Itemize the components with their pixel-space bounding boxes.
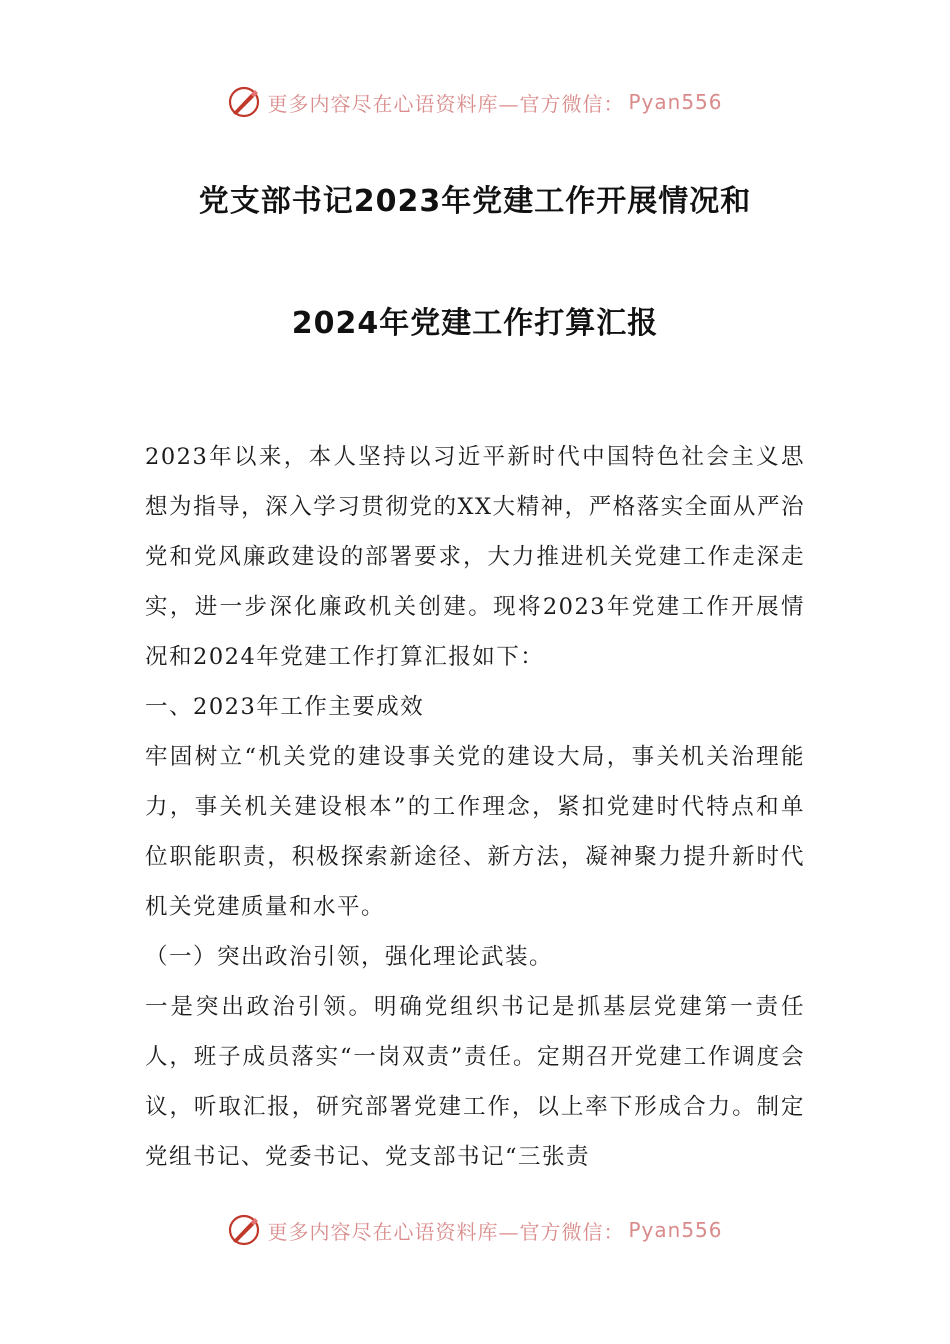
document-title-line1: 党支部书记2023年党建工作开展情况和	[198, 184, 752, 219]
watermark-text: 更多内容尽在心语资料库—官方微信：	[267, 91, 625, 116]
section-heading: 一、2023年工作主要成效	[145, 694, 425, 720]
footer-watermark	[0, 1210, 950, 1250]
watermark-handle: Pyan556	[628, 90, 723, 114]
paragraph-intro: 2023年以来，本人坚持以习近平新时代中国特色社会主义思想为指导，深入学习贯彻党的XX大精神，严格落实全面从严治党和党风廉政建设的部署要求，大力推进机关党建工作走深走实，进一步深化廉政机关创建。现将2023年党建工作开展情况和2024年党建工作打算汇报如下：	[145, 444, 805, 670]
pen-logo-icon	[227, 85, 261, 119]
watermark-text: 更多内容尽在心语资料库—官方微信：	[267, 1219, 625, 1244]
subsection-heading: （一）突出政治引领，强化理论武装。	[145, 944, 554, 970]
paragraph-overview: 牢固树立“机关党的建设事关党的建设大局，事关机关治理能力，事关机关建设根本”的工作理念，紧扣党建时代特点和单位职能职责，积极探索新途径、新方法，凝神聚力提升新时代机关党建质量和水平。	[145, 744, 805, 920]
watermark-handle: Pyan556	[628, 1218, 723, 1242]
paragraph-detail: 一是突出政治引领。明确党组织书记是抓基层党建第一责任人，班子成员落实“一岗双责”责任。定期召开党建工作调度会议，听取汇报，研究部署党建工作，以上率下形成合力。制定党组书记、党委书记、党支部书记“三张责	[145, 994, 805, 1170]
header-watermark	[0, 82, 950, 122]
pen-logo-icon	[227, 1213, 261, 1247]
document-body	[145, 432, 805, 1182]
document-title-line2: 2024年党建工作打算汇报	[291, 306, 659, 341]
